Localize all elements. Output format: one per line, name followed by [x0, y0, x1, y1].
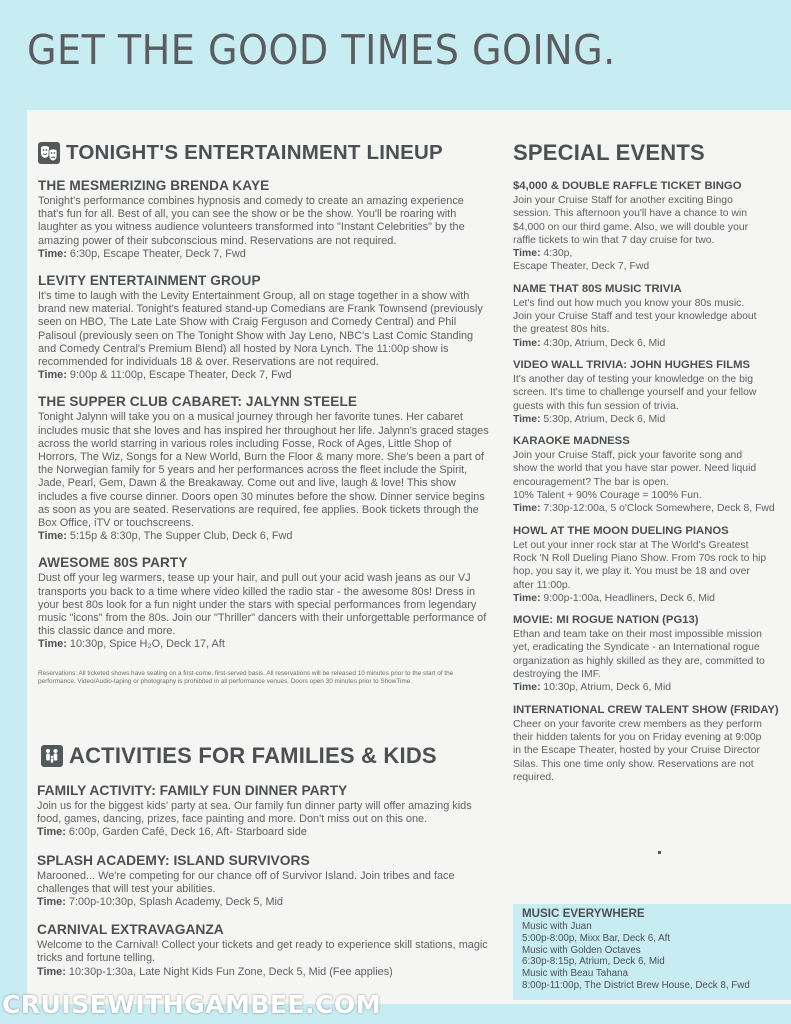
activity-time — [37, 896, 497, 909]
time-value: 7:00p-10:30p, Splash Academy, Deck 5, Mid — [68, 896, 283, 909]
event-item — [38, 393, 490, 543]
special-event-time — [513, 681, 791, 694]
page-banner: GET THE GOOD TIMES GOING. — [27, 26, 616, 74]
special-event-line: organization as highly skilled as they are, committed to — [513, 655, 765, 667]
family-icon — [41, 745, 63, 767]
event-description: Tonight Jalynn will take you on a musical journey through her favorite tunes. Her cabaret includes music that she loves and has inspired her throughout her life. Jalynn's graced stages across the world starring in various roles including Fosse, Rock of Ages, Little Shop of Horrors, The Wiz, Songs for a New World, Burn the Floor & many more. She's been a part of the Norwegian family for 5 years and her performances across the fleet include the Spirit, Jade, Pearl, Gem, Dawn & the Breakaway. Come out and live, laugh & love! This show includes a five course dinner. Doors open 30 minutes before the show. Dinner service begins as soon as you are seated. Reservations are required, fee applies. Book tickets through the Box Office, iTV or touchscreens. — [38, 411, 489, 530]
time-label: Time: — [37, 826, 66, 839]
special-event-line: screen. It's time to challenge yourself and your fellow — [513, 387, 757, 399]
music-line: Music with Beau Tahana — [522, 968, 629, 980]
time-label: Time: — [38, 247, 67, 260]
lineup-heading-text: TONIGHT'S ENTERTAINMENT LINEUP — [66, 141, 443, 164]
music-line: Music with Juan — [522, 921, 592, 932]
special-event-line: guests with this fun session of trivia. — [513, 400, 679, 412]
theater-masks-icon — [38, 142, 60, 164]
activity-item — [37, 782, 497, 840]
time-label: Time: — [38, 369, 67, 382]
event-description: Dust off your leg warmers, tease up your hair, and pull out your acid wash jeans as our VJ transports you back to a time where video killed the radio star - the awesome 80s! Dress in your best 80s look for a fun night under the stars with special performances from legendary music "icons" from the 80s. Join our "Thriller" dancers with their unforgettable performance of this classic dance and more. — [38, 572, 487, 638]
special-event-time — [513, 247, 791, 260]
special-event-time — [513, 337, 791, 350]
activity-description: Join us for the biggest kids' party at sea. Our family fun dinner party will offer amazing kids food, games, dancing, prizes, face painting and more. Don't miss out on this one. — [37, 800, 472, 826]
special-event-title: NAME THAT 80S MUSIC TRIVIA — [513, 282, 682, 295]
special-event-title: $4,000 & DOUBLE RAFFLE TICKET BINGO — [513, 180, 742, 192]
families-heading — [41, 742, 497, 770]
time-value: 9:00p & 11:00p, Escape Theater, Deck 7, Fwd — [69, 369, 292, 382]
music-everywhere-box — [513, 904, 791, 1000]
event-description: It's time to laugh with the Levity Entertainment Group, all on stage together in a show with brand new material. Tonight's featured stand-up Comedians are Frank Townsend (previously seen on HBO, The Late Late Show with Craig Ferguson and Comedy Central) and Phil Palisoul (previously seen on The Tonight Show with Jay Leno, NBC's Last Comic Standing and Comedy Central's Premium Blend) all hosted by Nora Lynch. The 11:00p show is recommended for individuals 18 & over. Reservations are not required. — [38, 290, 483, 369]
special-event-line: destroying the IMF. — [513, 669, 601, 681]
event-time — [38, 530, 490, 543]
time-value: 10:30p, Spice H₂O, Deck 17, Aft — [69, 638, 225, 651]
special-event-time — [513, 592, 791, 605]
special-event-line: after 11:00p. — [513, 579, 571, 591]
special-event-title: HOWL AT THE MOON DUELING PIANOS — [513, 524, 729, 537]
time-value: 7:30p-12:00a, 5 o'Clock Somewhere, Deck 8, Fwd — [543, 503, 775, 515]
entertainment-lineup-section — [38, 140, 490, 687]
event-item — [38, 554, 490, 651]
music-line: 6:30p-8:15p, Atrium, Deck 6, Mid — [522, 956, 665, 968]
special-event-line: Rock 'N Roll Dueling Piano Show. From 70s rock to hip — [513, 552, 767, 564]
event-title: THE MESMERIZING BRENDA KAYE — [38, 178, 270, 193]
music-heading: MUSIC EVERYWHERE — [522, 907, 645, 920]
event-time — [38, 369, 490, 382]
special-event-item — [513, 703, 791, 784]
special-event-line: $4,000 on our third game. Also, we will double your — [513, 221, 749, 233]
activity-item — [37, 852, 497, 910]
event-title: THE SUPPER CLUB CABARET: JALYNN STEELE — [38, 394, 358, 410]
special-event-line: 10% Talent + 90% Courage = 100% Fun. — [513, 490, 702, 502]
time-value: 5:30p, Atrium, Deck 6, Mid — [543, 413, 666, 425]
event-title: AWESOME 80S PARTY — [38, 555, 188, 571]
special-event-line: Cheer on your favorite crew members as they perform — [513, 718, 762, 730]
special-event-item — [513, 434, 791, 515]
event-time — [38, 638, 490, 651]
special-event-title: MOVIE: MI ROGUE NATION (PG13) — [513, 614, 699, 627]
special-event-line: Join your Cruise Staff and test your knowledge about — [513, 311, 757, 323]
special-event-line: show the world that you have star power. Need liquid — [513, 463, 757, 475]
special-event-line: Silas. This one time only show. Reservations are not — [513, 758, 754, 770]
time-label: Time: — [38, 638, 67, 651]
activity-time — [37, 826, 497, 839]
event-time — [38, 248, 490, 261]
music-line: 8:00p-11:00p, The District Brew House, Deck 8, Fwd — [522, 979, 750, 991]
event-item — [38, 272, 490, 382]
time-label: Time: — [513, 413, 541, 425]
activity-title: SPLASH ACADEMY: ISLAND SURVIVORS — [37, 852, 310, 868]
activity-time — [37, 966, 497, 979]
time-value: 10:30p, Atrium, Deck 6, Mid — [543, 682, 672, 694]
time-value: 9:00p-1:00a, Headliners, Deck 6, Mid — [543, 592, 715, 604]
special-event-line: hop, you say it, we play it. You must be 18 and over — [513, 566, 750, 578]
music-line: Music with Golden Octaves — [522, 944, 641, 956]
time-value: 10:30p-1:30a, Late Night Kids Fun Zone, Deck 5, Mid (Fee applies) — [68, 965, 393, 978]
special-event-item — [513, 524, 791, 605]
special-event-line: Ethan and team take on their most impossible mission — [513, 629, 762, 641]
special-events-section — [513, 140, 791, 784]
special-event-item — [513, 358, 791, 426]
special-event-line: in the Escape Theater, hosted by your Cruise Director — [513, 745, 761, 757]
time-value: 5:15p & 8:30p, The Supper Club, Deck 6, Fwd — [69, 530, 293, 543]
special-event-line: raffle tickets to win that 7 day cruise for two. — [513, 234, 715, 246]
time-label: Time: — [513, 592, 541, 604]
families-heading-text: ACTIVITIES FOR FAMILIES & KIDS — [69, 743, 437, 768]
special-events-heading: SPECIAL EVENTS — [513, 140, 705, 165]
reservations-disclaimer: Reservations: All ticketed shows have seating on a first-come, first-served basis. All reservations will be released 10 minutes prior to the start of the performance. Video/Audio-taping or photography is prohibited in all performance venues. Doors open 30 minutes prior to ShowTime. — [38, 669, 454, 686]
time-label: Time: — [37, 965, 66, 978]
decorative-dot — [658, 851, 661, 854]
special-event-line: encouragement? The bar is open. — [513, 476, 669, 488]
special-event-title: VIDEO WALL TRIVIA: JOHN HUGHES FILMS — [513, 358, 751, 371]
event-item — [38, 177, 490, 261]
special-event-line: yet, eradicating the Syndicate - an International rogue — [513, 642, 760, 654]
special-event-time — [513, 413, 791, 426]
activity-title: CARNIVAL EXTRAVAGANZA — [37, 922, 224, 938]
music-line: 5:00p-8:00p, Mixx Bar, Deck 6, Aft — [522, 932, 671, 944]
time-label: Time: — [38, 530, 67, 543]
special-event-line: Let's find out how much you know your 80s music. — [513, 297, 745, 309]
activity-title: FAMILY ACTIVITY: FAMILY FUN DINNER PARTY — [37, 783, 348, 798]
activity-item — [37, 921, 497, 979]
time-value: 6:30p, Escape Theater, Deck 7, Fwd — [69, 247, 246, 260]
time-label: Time: — [513, 248, 541, 260]
special-event-line: the greatest 80s hits. — [513, 324, 610, 336]
time-value: 4:30p, Atrium, Deck 6, Mid — [543, 337, 666, 349]
time-value: 4:30p, — [543, 248, 573, 260]
special-event-venue: Escape Theater, Deck 7, Fwd — [513, 261, 650, 273]
special-event-item — [513, 282, 791, 350]
event-description: Tonight's performance combines hypnosis and comedy to create an amazing experience that's fun for all. Best of all, you can see the show or be the show. You'll be roaring with laughter as you witness audience volunteers transformed into "Instant Celebrities" by the amazing power of their subconscious mind. Reservations are not required. — [38, 195, 465, 247]
time-value: 6:00p, Garden Café, Deck 16, Aft- Starboard side — [68, 826, 307, 839]
activity-description: Welcome to the Carnival! Collect your tickets and get ready to experience skill stations, magic tricks and fortune telling. — [37, 939, 488, 965]
special-event-line: Join your Cruise Staff for another exciting Bingo — [513, 195, 733, 206]
special-event-line: session. This afternoon you'll have a chance to win — [513, 208, 747, 220]
special-event-line: their hidden talents for you on Friday evening at 9:00p — [513, 731, 762, 743]
special-event-time — [513, 502, 791, 515]
special-event-title: INTERNATIONAL CREW TALENT SHOW (FRIDAY) — [513, 703, 779, 716]
activity-description: Marooned... We're competing for our chance off of Survivor Island. Join tribes and face challenges that will test your abilities. — [37, 869, 455, 895]
special-event-line: It's another day of testing your knowledge on the big — [513, 373, 753, 385]
special-event-item — [513, 613, 791, 694]
special-event-line: required. — [513, 771, 555, 783]
lineup-heading — [38, 140, 490, 166]
time-label: Time: — [513, 503, 541, 515]
special-event-line: Let out your inner rock star at The World's Greatest — [513, 539, 749, 551]
watermark: CRUISEWITHGAMBEE.COM — [2, 990, 382, 1019]
special-event-title: KARAOKE MADNESS — [513, 435, 630, 448]
time-label: Time: — [513, 682, 541, 694]
time-label: Time: — [513, 337, 541, 349]
time-label: Time: — [37, 896, 66, 909]
families-section — [37, 742, 497, 979]
special-event-item — [513, 179, 791, 274]
special-event-line: Join your Cruise Staff, pick your favorite song and — [513, 450, 743, 462]
event-title: LEVITY ENTERTAINMENT GROUP — [38, 273, 261, 289]
